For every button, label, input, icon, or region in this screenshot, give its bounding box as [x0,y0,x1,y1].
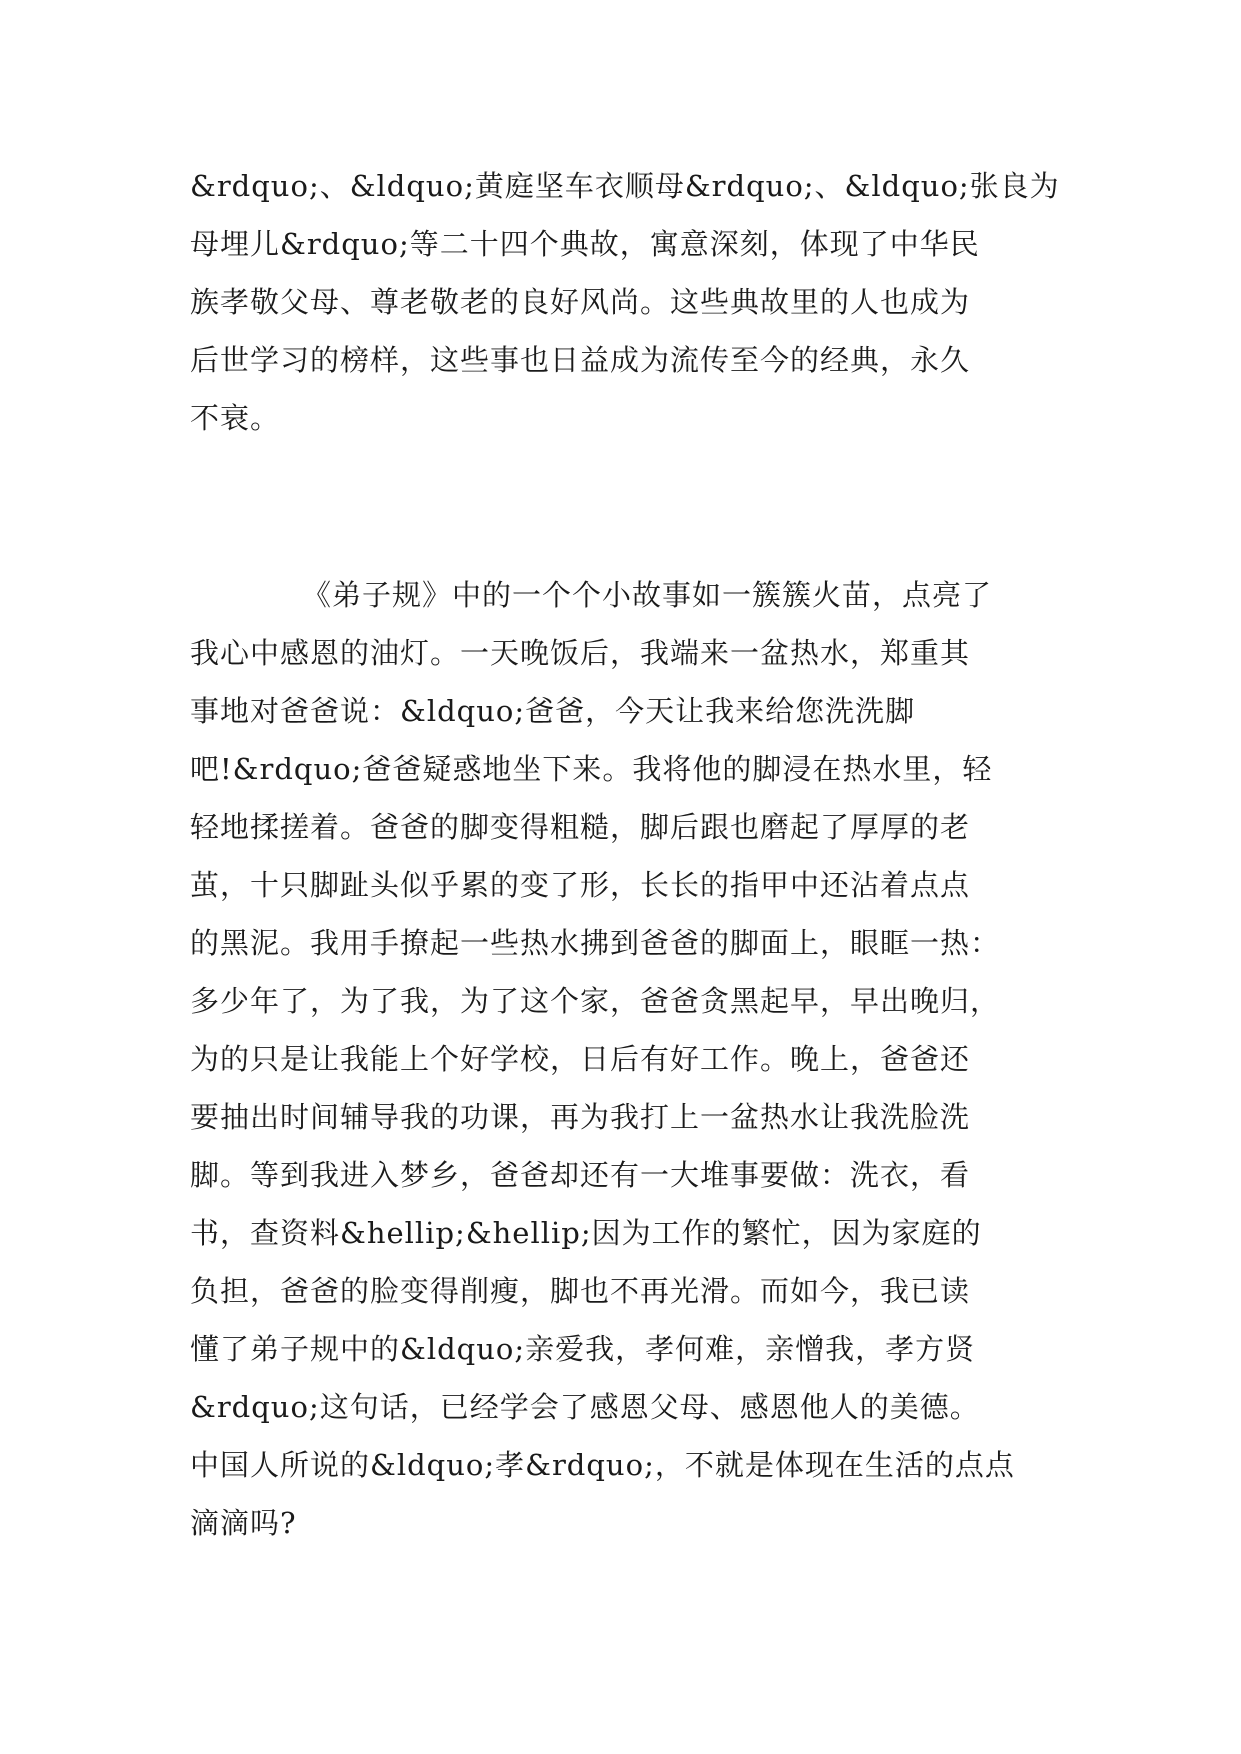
text-line: 后世学习的榜样，这些事也日益成为流传至今的经典，永久 [190,343,971,377]
text-line: 吧!&rdquo;爸爸疑惑地坐下来。我将他的脚浸在热水里，轻 [190,752,993,786]
paragraph-filial-piety-stories [190,157,1060,447]
text-line: 我心中感恩的油灯。一天晚饭后，我端来一盆热水，郑重其 [190,636,971,670]
text-line: 《弟子规》中的一个个小故事如一簇簇火苗，点亮了 [302,578,993,612]
text-line: 不衰。 [190,401,281,435]
text-line: 为的只是让我能上个好学校，日后有好工作。晚上，爸爸还 [190,1042,971,1076]
text-line: 要抽出时间辅导我的功课，再为我打上一盆热水让我洗脸洗 [190,1100,971,1134]
text-line: 轻地揉搓着。爸爸的脚变得粗糙，脚后跟也磨起了厚厚的老 [190,810,971,844]
text-line: 中国人所说的&ldquo;孝&rdquo;，不就是体现在生活的点点 [190,1448,1015,1482]
text-line: 书，查资料&hellip;&hellip;因为工作的繁忙，因为家庭的 [190,1216,982,1250]
text-line: 懂了弟子规中的&ldquo;亲爱我，孝何难，亲憎我，孝方贤 [190,1332,976,1366]
text-line: 脚。等到我进入梦乡，爸爸却还有一大堆事要做：洗衣，看 [190,1158,971,1192]
text-line: &rdquo;、&ldquo;黄庭坚车衣顺母&rdquo;、&ldquo;张良为 [190,169,1060,203]
text-line: 母埋儿&rdquo;等二十四个典故，寓意深刻，体现了中华民 [190,227,980,261]
text-line: 族孝敬父母、尊老敬老的良好风尚。这些典故里的人也成为 [190,285,971,319]
paragraph-washing-feet [190,566,1050,1552]
text-line: 负担，爸爸的脸变得削瘦，脚也不再光滑。而如今，我已读 [190,1274,971,1308]
text-line: 事地对爸爸说：&ldquo;爸爸，今天让我来给您洗洗脚 [190,694,916,728]
text-line: 多少年了，为了我，为了这个家，爸爸贪黑起早，早出晚归， [190,984,1001,1018]
text-line: &rdquo;这句话，已经学会了感恩父母、感恩他人的美德。 [190,1390,980,1424]
text-line: 茧，十只脚趾头似乎累的变了形，长长的指甲中还沾着点点 [190,868,971,902]
text-line: 滴滴吗? [190,1506,297,1540]
text-line: 的黑泥。我用手撩起一些热水拂到爸爸的脚面上，眼眶一热： [190,926,1001,960]
